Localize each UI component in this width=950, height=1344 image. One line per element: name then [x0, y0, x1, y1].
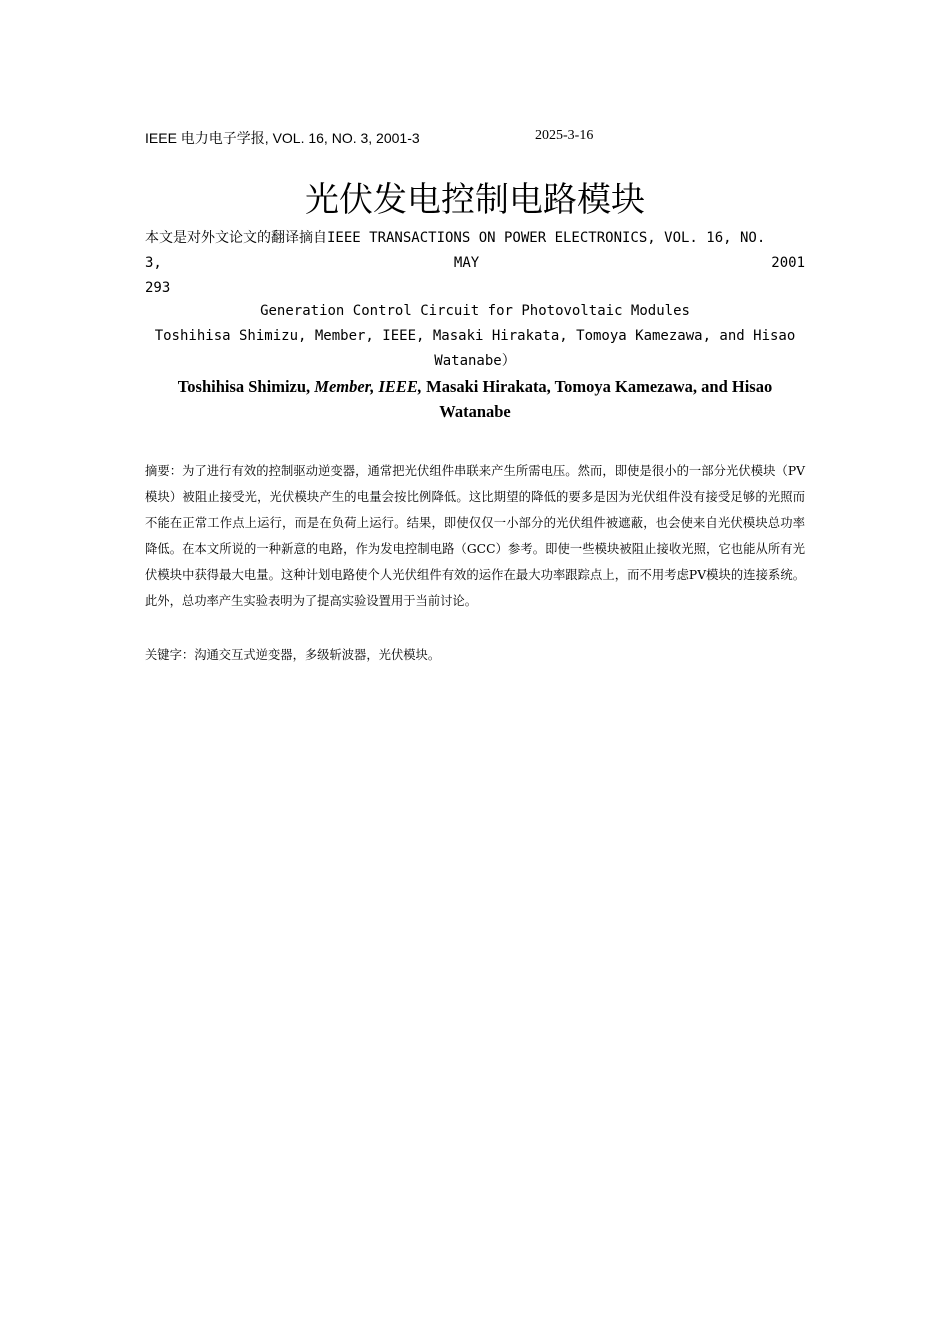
english-authors-line-2: Watanabe）: [434, 353, 516, 369]
author-name-1: Toshihisa Shimizu,: [177, 377, 311, 396]
keywords-line: 关键字：沟通交互式逆变器，多级斩波器，光伏模块。: [145, 648, 441, 662]
page-header: [145, 128, 805, 148]
source-year: 2001: [771, 255, 805, 271]
source-issue: 3,: [145, 255, 162, 271]
author-names-rest: Masaki Hirakata, Tomoya Kamezawa, and Hisao: [426, 377, 773, 396]
english-title-block: [145, 299, 805, 374]
header-date: 2025-3-16: [535, 128, 594, 143]
source-text: 本文是对外文论文的翻译摘自IEEE TRANSACTIONS ON POWER ELECTRONICS, VOL. 16, NO.: [145, 230, 766, 246]
document-title: 光伏发电控制电路模块: [305, 180, 645, 220]
journal-citation: IEEE 电力电子学报, VOL. 16, NO. 3, 2001-3: [145, 130, 420, 146]
source-page: 293: [145, 280, 171, 296]
source-line-2: [145, 251, 805, 276]
english-authors-line-1: Toshihisa Shimizu, Member, IEEE, Masaki Hirakata, Tomoya Kamezawa, and Hisao: [154, 328, 796, 344]
authors-bold-line-2: Watanabe: [439, 402, 511, 421]
authors-bold: [160, 374, 790, 424]
source-line-3: [145, 276, 805, 301]
source-note: [145, 226, 805, 301]
english-paper-title: Generation Control Circuit for Photovoltaic Modules: [260, 303, 690, 319]
source-line-1: [145, 226, 805, 251]
author-role: Member, IEEE,: [314, 377, 423, 396]
authors-bold-line-1: [160, 374, 790, 399]
source-month: MAY: [453, 255, 480, 271]
abstract-paragraph: 摘要：为了进行有效的控制驱动逆变器，通常把光伏组件串联来产生所需电压。然而，即使是很小的一部分光伏模块（PV模块）被阻止接受光，光伏模块产生的电量会按比例降低。这比期望的降低的要多是因为光伏组件没有接受足够的光照而不能在正常工作点上运行，而是在负荷上运行。结果，即使仅仅一小部分的光伏组件被遮蔽，也会使来自光伏模块总功率降低。在本文所说的一种新意的电路，作为发电控制电路（GCC）参考。即使一些模块被阻止接收光照，它也能从所有光伏模块中获得最大电量。这种计划电路使个人光伏组件有效的运作在最大功率跟踪点上，而不用考虑PV模块的连接系统。此外，总功率产生实验表明为了提高实验设置用于当前讨论。: [145, 464, 805, 608]
